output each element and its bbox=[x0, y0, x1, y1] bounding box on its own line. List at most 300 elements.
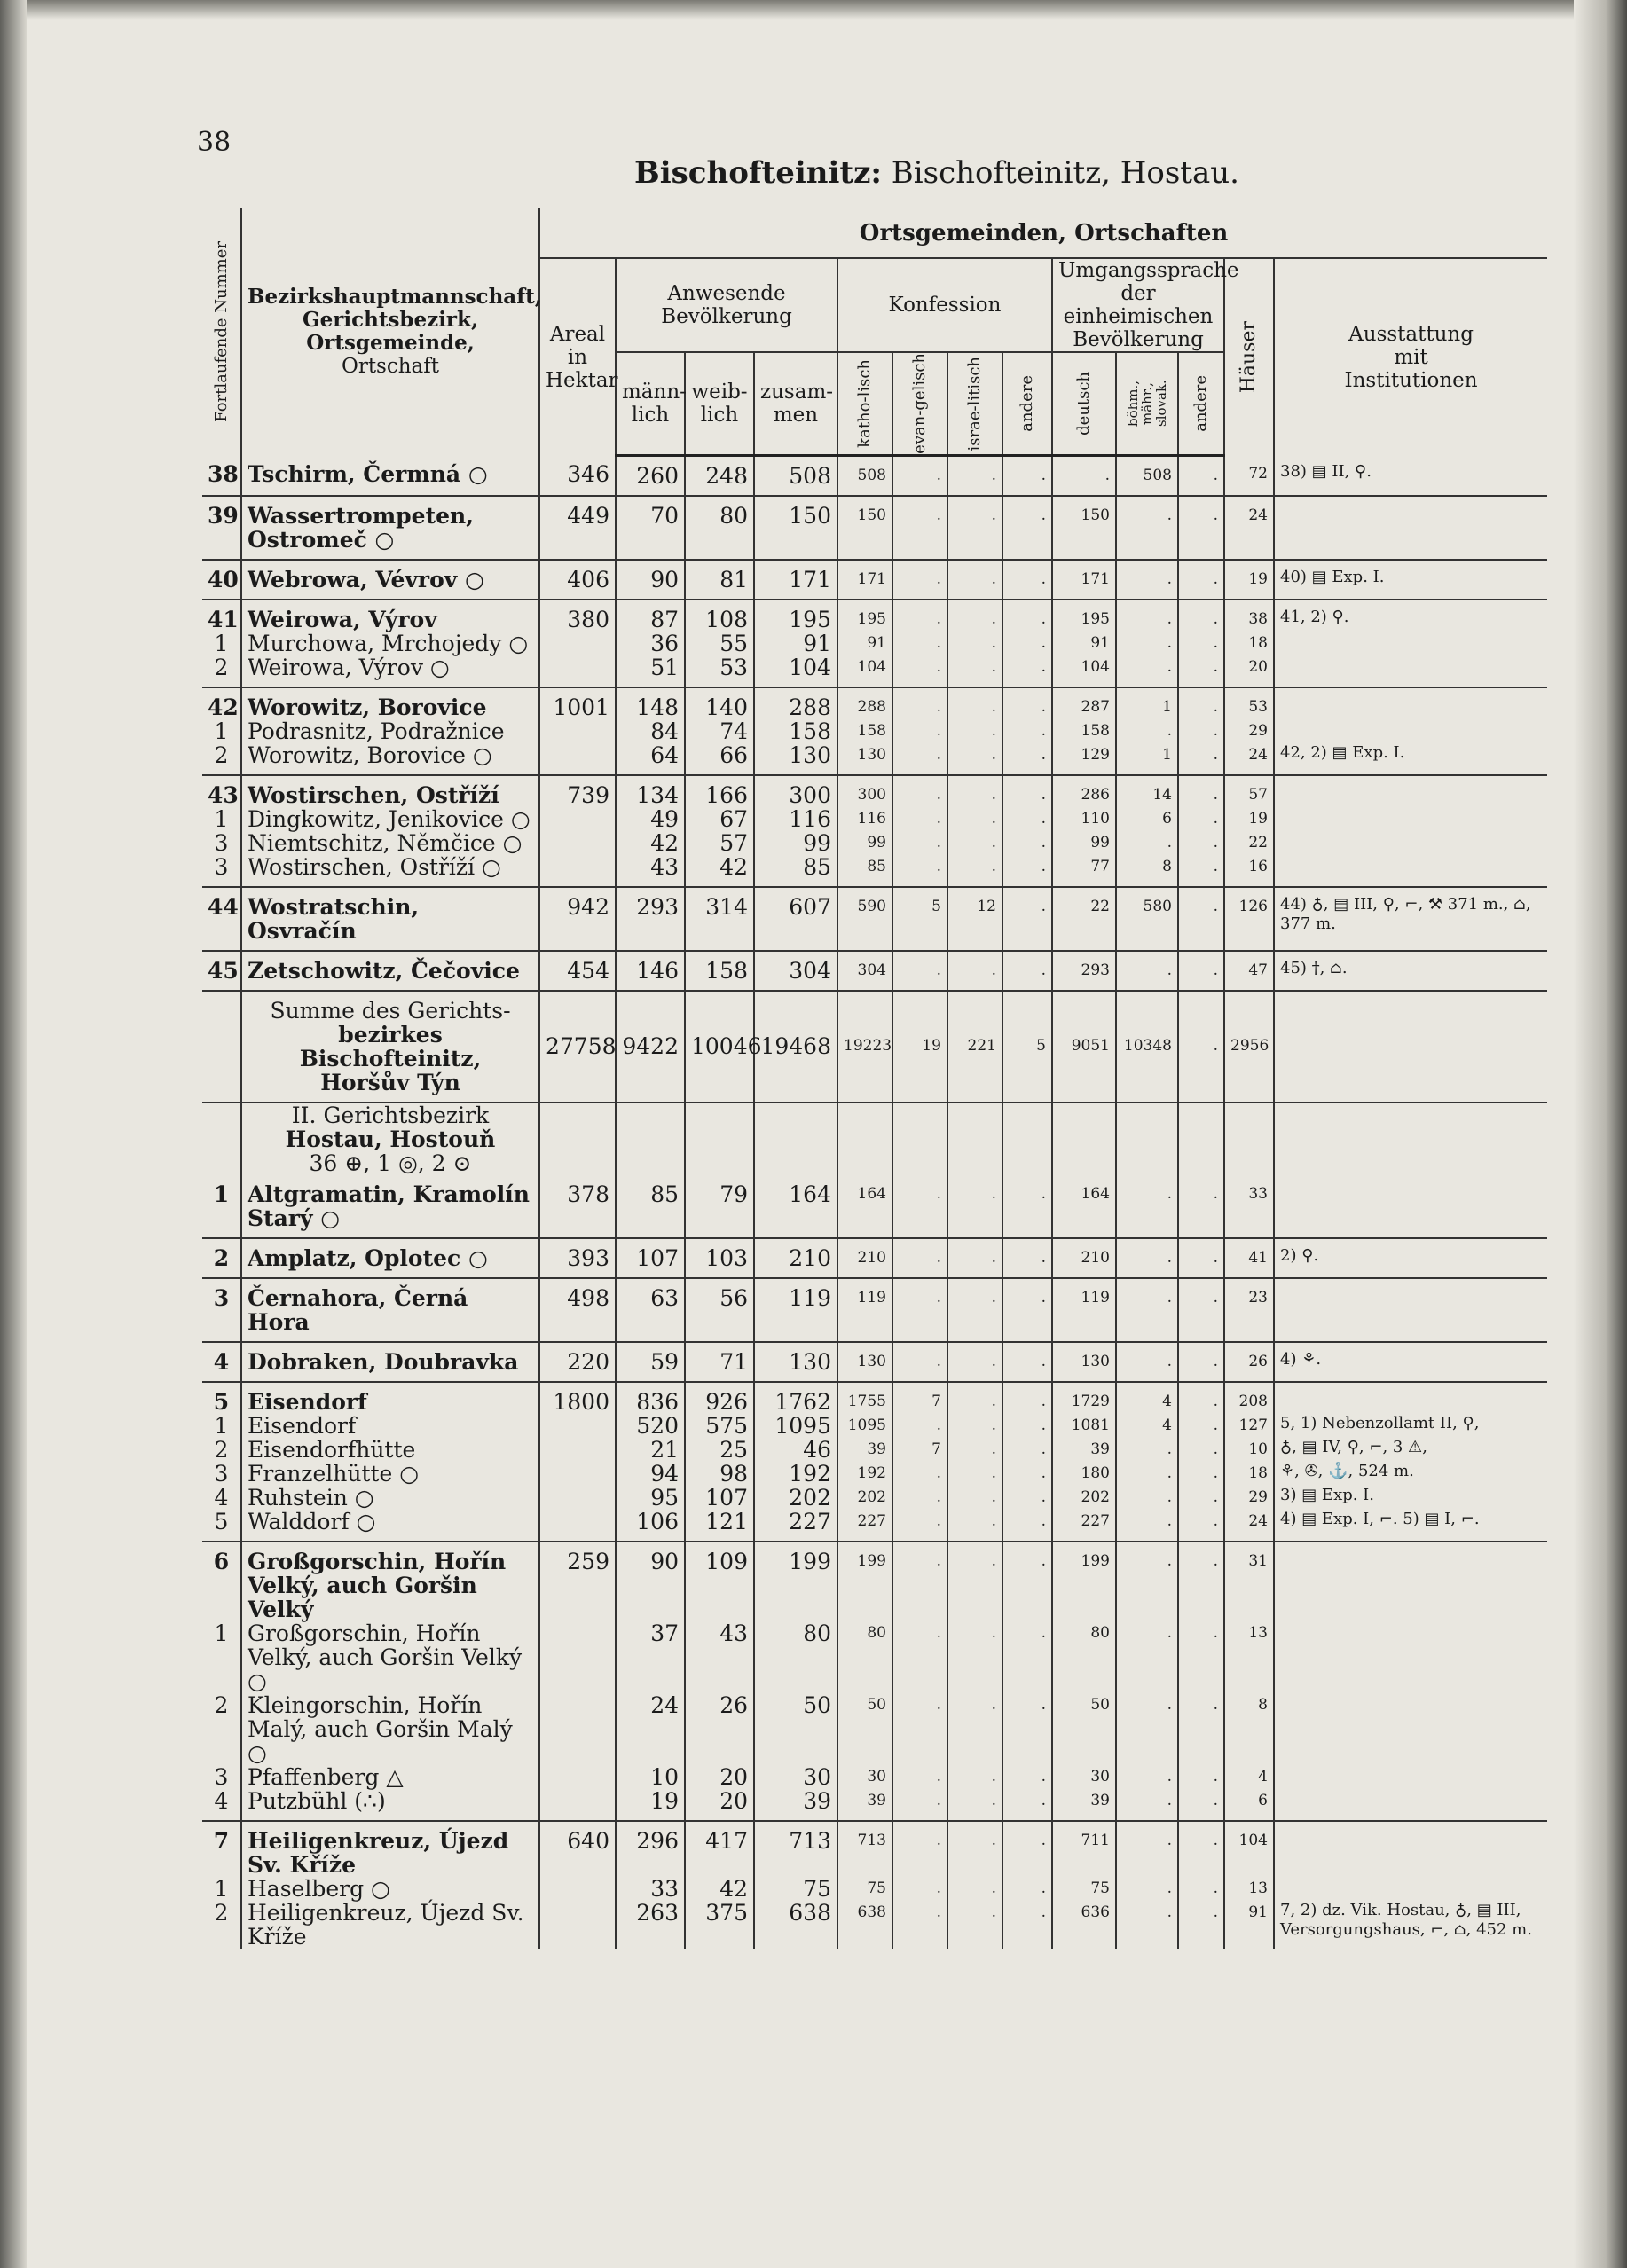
cell-e: . bbox=[892, 1693, 947, 1765]
cell-w: 158 bbox=[685, 951, 754, 991]
cell-nr: 3 bbox=[202, 1462, 241, 1486]
cell-a: . bbox=[1002, 1789, 1052, 1821]
cell-d: 77 bbox=[1052, 855, 1116, 887]
section-empty-9 bbox=[1052, 1103, 1116, 1175]
cell-e: . bbox=[892, 1901, 947, 1949]
cell-i: . bbox=[947, 719, 1002, 743]
section-nr bbox=[202, 1103, 241, 1175]
summe-line-1: Summe des Gerichts- bbox=[270, 997, 511, 1024]
header-konfession: Konfession bbox=[837, 258, 1052, 352]
cell-areal bbox=[539, 743, 616, 775]
header-group-main-label: Ortsgemeinden, Ortschaften bbox=[859, 219, 1229, 247]
cell-k: 119 bbox=[837, 1278, 892, 1342]
cell-nr: 1 bbox=[202, 1877, 241, 1901]
cell-h: 53 bbox=[1224, 687, 1274, 719]
cell-w: 109 bbox=[685, 1542, 754, 1621]
table-row bbox=[202, 719, 1547, 743]
cell-z: 171 bbox=[754, 560, 837, 600]
cell-m: 263 bbox=[616, 1901, 685, 1949]
cell-i: . bbox=[947, 1438, 1002, 1462]
cell-d: 119 bbox=[1052, 1278, 1116, 1342]
cell-o: . bbox=[1178, 1542, 1224, 1621]
cell-nr: 1 bbox=[202, 1621, 241, 1693]
cell-o: . bbox=[1178, 655, 1224, 687]
cell-w: 926 bbox=[685, 1382, 754, 1414]
cell-a: . bbox=[1002, 1438, 1052, 1462]
cell-e: . bbox=[892, 455, 947, 496]
cell-h: 31 bbox=[1224, 1542, 1274, 1621]
cell-name: Heiligenkreuz, Újezd Sv. Kříže bbox=[241, 1821, 539, 1877]
header-andere-konf-label: andere bbox=[1018, 375, 1036, 432]
header-boehm-label: böhm., mähr., slovak. bbox=[1125, 380, 1169, 428]
cell-name: Niemtschitz, Němčice ○ bbox=[241, 831, 539, 855]
cell-d: 130 bbox=[1052, 1342, 1116, 1382]
cell-areal bbox=[539, 1510, 616, 1542]
cell-a: . bbox=[1002, 1621, 1052, 1693]
cell-a: . bbox=[1002, 496, 1052, 560]
header-areal-2: in bbox=[567, 345, 588, 369]
cell-m: 520 bbox=[616, 1414, 685, 1438]
cell-nr: 5 bbox=[202, 1382, 241, 1414]
cell-w: 166 bbox=[685, 775, 754, 807]
cell-k: 39 bbox=[837, 1438, 892, 1462]
cell-b: . bbox=[1116, 951, 1178, 991]
cell-e: . bbox=[892, 831, 947, 855]
cell-d: 22 bbox=[1052, 887, 1116, 951]
table-summe bbox=[202, 991, 1547, 1175]
cell-h: 16 bbox=[1224, 855, 1274, 887]
table-row bbox=[202, 1765, 1547, 1789]
cell-m: 37 bbox=[616, 1621, 685, 1693]
summe-e: 19 bbox=[892, 991, 947, 1103]
cell-h: 26 bbox=[1224, 1342, 1274, 1382]
header-boehm bbox=[1116, 352, 1178, 455]
cell-name: Wostirschen, Ostříží ○ bbox=[241, 855, 539, 887]
cell-inst bbox=[1274, 655, 1547, 687]
cell-k: 80 bbox=[837, 1621, 892, 1693]
cell-z: 158 bbox=[754, 719, 837, 743]
cell-z: 288 bbox=[754, 687, 837, 719]
cell-o: . bbox=[1178, 1621, 1224, 1693]
cell-e: . bbox=[892, 1278, 947, 1342]
cell-o: . bbox=[1178, 1175, 1224, 1238]
cell-areal: 406 bbox=[539, 560, 616, 600]
cell-a: . bbox=[1002, 1238, 1052, 1278]
cell-d: 129 bbox=[1052, 743, 1116, 775]
statistics-table bbox=[202, 208, 1547, 1949]
cell-z: 1095 bbox=[754, 1414, 837, 1438]
cell-h: 29 bbox=[1224, 1486, 1274, 1510]
header-deutsch bbox=[1052, 352, 1116, 455]
cell-nr: 6 bbox=[202, 1542, 241, 1621]
table-row bbox=[202, 1414, 1547, 1438]
cell-name: Eisendorfhütte bbox=[241, 1438, 539, 1462]
cell-w: 67 bbox=[685, 807, 754, 831]
cell-e: . bbox=[892, 775, 947, 807]
cell-h: 33 bbox=[1224, 1175, 1274, 1238]
cell-o: . bbox=[1178, 632, 1224, 655]
cell-o: . bbox=[1178, 1901, 1224, 1949]
cell-h: 18 bbox=[1224, 1462, 1274, 1486]
cell-k: 164 bbox=[837, 1175, 892, 1238]
cell-w: 314 bbox=[685, 887, 754, 951]
cell-h: 126 bbox=[1224, 887, 1274, 951]
cell-inst: 5, 1) Nebenzollamt II, ⚲, bbox=[1280, 1413, 1480, 1432]
cell-e: . bbox=[892, 687, 947, 719]
cell-d: 30 bbox=[1052, 1765, 1116, 1789]
table-row bbox=[202, 1438, 1547, 1462]
cell-e: . bbox=[892, 560, 947, 600]
header-umgangssprache: Umgangssprache der einheimischen Bevölkerung bbox=[1052, 258, 1224, 352]
cell-areal: 454 bbox=[539, 951, 616, 991]
cell-i: . bbox=[947, 1901, 1002, 1949]
summe-i: 221 bbox=[947, 991, 1002, 1103]
cell-i: . bbox=[947, 496, 1002, 560]
table-row bbox=[202, 455, 1547, 496]
cell-o: . bbox=[1178, 1877, 1224, 1901]
page-number: 38 bbox=[197, 127, 232, 158]
cell-o: . bbox=[1178, 1821, 1224, 1877]
section-empty-4 bbox=[754, 1103, 837, 1175]
cell-b: . bbox=[1116, 1278, 1178, 1342]
scan-edge-top bbox=[0, 0, 1627, 20]
cell-name: Kleingorschin, Hořín Malý, auch Goršin Malý ○ bbox=[241, 1693, 539, 1765]
summe-w: 10046 bbox=[685, 991, 754, 1103]
table-row bbox=[202, 1621, 1547, 1693]
cell-name: Walddorf ○ bbox=[241, 1510, 539, 1542]
cell-b: . bbox=[1116, 1486, 1178, 1510]
cell-a: . bbox=[1002, 1175, 1052, 1238]
header-haeuser bbox=[1224, 258, 1274, 455]
cell-w: 55 bbox=[685, 632, 754, 655]
cell-w: 80 bbox=[685, 496, 754, 560]
summe-inst bbox=[1274, 991, 1547, 1103]
cell-inst: 38) ▤ II, ⚲. bbox=[1274, 455, 1547, 496]
cell-m: 63 bbox=[616, 1278, 685, 1342]
cell-i: . bbox=[947, 1278, 1002, 1342]
cell-i: . bbox=[947, 1789, 1002, 1821]
cell-nr: 4 bbox=[202, 1789, 241, 1821]
cell-w: 107 bbox=[685, 1486, 754, 1510]
cell-z: 713 bbox=[754, 1821, 837, 1877]
cell-e: 7 bbox=[892, 1382, 947, 1414]
header-name-line-1: Bezirkshauptmannschaft, bbox=[248, 285, 542, 310]
cell-m: 107 bbox=[616, 1238, 685, 1278]
table-row bbox=[202, 1542, 1547, 1621]
section-empty-2 bbox=[616, 1103, 685, 1175]
cell-nr: 1 bbox=[202, 1175, 241, 1238]
cell-m: 36 bbox=[616, 632, 685, 655]
cell-o: . bbox=[1178, 1789, 1224, 1821]
table-row bbox=[202, 687, 1547, 719]
cell-e: . bbox=[892, 951, 947, 991]
cell-e: . bbox=[892, 1342, 947, 1382]
cell-d: 99 bbox=[1052, 831, 1116, 855]
cell-k: 99 bbox=[837, 831, 892, 855]
cell-b: . bbox=[1116, 1621, 1178, 1693]
cell-name: Weirowa, Výrov ○ bbox=[241, 655, 539, 687]
cell-a: . bbox=[1002, 655, 1052, 687]
cell-b: . bbox=[1116, 1901, 1178, 1949]
cell-a: . bbox=[1002, 1877, 1052, 1901]
cell-o: . bbox=[1178, 560, 1224, 600]
cell-w: 81 bbox=[685, 560, 754, 600]
cell-d: 39 bbox=[1052, 1789, 1116, 1821]
cell-inst bbox=[1274, 775, 1547, 807]
summe-nr bbox=[202, 991, 241, 1103]
cell-inst: 7, 2) dz. Vik. Hostau, ♁, ▤ III, Versorgungshaus, ⌐, ⌂, 452 m. bbox=[1280, 1900, 1532, 1939]
cell-h: 23 bbox=[1224, 1278, 1274, 1342]
cell-areal bbox=[539, 719, 616, 743]
header-areal-3: Hektar bbox=[546, 368, 618, 392]
cell-i: . bbox=[947, 1238, 1002, 1278]
cell-inst bbox=[1274, 1877, 1547, 1901]
cell-areal bbox=[539, 1877, 616, 1901]
cell-h: 127 bbox=[1224, 1414, 1274, 1438]
cell-o: . bbox=[1178, 687, 1224, 719]
cell-name: Amplatz, Oplotec ○ bbox=[241, 1238, 539, 1278]
cell-b: 508 bbox=[1116, 455, 1178, 496]
cell-name: Großgorschin, Hořín Velký, auch Goršin Velký ○ bbox=[241, 1621, 539, 1693]
scan-edge-right bbox=[1574, 0, 1627, 2268]
cell-d: . bbox=[1052, 455, 1116, 496]
header-maennlich: männ-lich bbox=[616, 352, 685, 455]
table-row bbox=[202, 1278, 1547, 1342]
cell-k: 638 bbox=[837, 1901, 892, 1949]
cell-a: . bbox=[1002, 560, 1052, 600]
header-ausstattung-1: Ausstattung bbox=[1348, 322, 1474, 346]
cell-areal: 1001 bbox=[539, 687, 616, 719]
cell-e: . bbox=[892, 1789, 947, 1821]
table-row bbox=[202, 1821, 1547, 1877]
cell-k: 150 bbox=[837, 496, 892, 560]
cell-h: 19 bbox=[1224, 560, 1274, 600]
section-line-1: II. Gerichtsbezirk bbox=[291, 1102, 490, 1128]
cell-h: 104 bbox=[1224, 1821, 1274, 1877]
cell-z: 119 bbox=[754, 1278, 837, 1342]
cell-h: 18 bbox=[1224, 632, 1274, 655]
cell-w: 98 bbox=[685, 1462, 754, 1486]
cell-o: . bbox=[1178, 855, 1224, 887]
table-row bbox=[202, 1789, 1547, 1821]
cell-o: . bbox=[1178, 455, 1224, 496]
cell-b: . bbox=[1116, 719, 1178, 743]
header-nr-label: Fortlaufende Nummer bbox=[211, 241, 231, 423]
cell-z: 210 bbox=[754, 1238, 837, 1278]
cell-a: . bbox=[1002, 807, 1052, 831]
cell-h: 20 bbox=[1224, 655, 1274, 687]
header-andere-spr-label: andere bbox=[1191, 375, 1210, 432]
cell-areal bbox=[539, 1414, 616, 1438]
cell-e: . bbox=[892, 1175, 947, 1238]
table-row bbox=[202, 807, 1547, 831]
cell-i: . bbox=[947, 775, 1002, 807]
cell-d: 110 bbox=[1052, 807, 1116, 831]
cell-h: 24 bbox=[1224, 743, 1274, 775]
header-ausstattung-2: mit bbox=[1394, 345, 1428, 369]
cell-name: Webrowa, Vévrov ○ bbox=[241, 560, 539, 600]
header-kath-label: katho-lisch bbox=[855, 359, 874, 448]
table-row bbox=[202, 1901, 1547, 1949]
table-row bbox=[202, 1486, 1547, 1510]
summe-b: 10348 bbox=[1116, 991, 1178, 1103]
cell-z: 227 bbox=[754, 1510, 837, 1542]
cell-m: 90 bbox=[616, 1542, 685, 1621]
cell-i: . bbox=[947, 1462, 1002, 1486]
cell-inst bbox=[1274, 1821, 1547, 1877]
cell-b: 4 bbox=[1116, 1382, 1178, 1414]
cell-d: 199 bbox=[1052, 1542, 1116, 1621]
table-row bbox=[202, 1382, 1547, 1414]
cell-d: 39 bbox=[1052, 1438, 1116, 1462]
cell-a: . bbox=[1002, 1901, 1052, 1949]
cell-z: 30 bbox=[754, 1765, 837, 1789]
cell-z: 80 bbox=[754, 1621, 837, 1693]
cell-z: 304 bbox=[754, 951, 837, 991]
cell-nr: 1 bbox=[202, 719, 241, 743]
cell-areal bbox=[539, 632, 616, 655]
cell-e: . bbox=[892, 1542, 947, 1621]
cell-z: 50 bbox=[754, 1693, 837, 1765]
cell-a: . bbox=[1002, 1542, 1052, 1621]
cell-m: 296 bbox=[616, 1821, 685, 1877]
cell-i: . bbox=[947, 632, 1002, 655]
header-name-line-4: Ortschaft bbox=[341, 355, 440, 379]
cell-m: 293 bbox=[616, 887, 685, 951]
cell-areal: 220 bbox=[539, 1342, 616, 1382]
cell-e: . bbox=[892, 743, 947, 775]
cell-o: . bbox=[1178, 1278, 1224, 1342]
cell-k: 75 bbox=[837, 1877, 892, 1901]
cell-a: . bbox=[1002, 951, 1052, 991]
cell-m: 106 bbox=[616, 1510, 685, 1542]
cell-nr: 5 bbox=[202, 1510, 241, 1542]
section-empty-8 bbox=[1002, 1103, 1052, 1175]
cell-areal bbox=[539, 831, 616, 855]
cell-w: 140 bbox=[685, 687, 754, 719]
cell-o: . bbox=[1178, 1414, 1224, 1438]
cell-nr: 39 bbox=[202, 496, 241, 560]
cell-inst: 40) ▤ Exp. I. bbox=[1274, 560, 1547, 600]
section-line-3: 36 ⊕, 1 ◎, 2 ⊙ bbox=[309, 1150, 472, 1176]
cell-i: . bbox=[947, 455, 1002, 496]
table-row bbox=[202, 887, 1547, 951]
cell-areal bbox=[539, 655, 616, 687]
cell-inst: 41, 2) ⚲. bbox=[1280, 607, 1349, 626]
cell-b: . bbox=[1116, 632, 1178, 655]
cell-i: . bbox=[947, 1621, 1002, 1693]
cell-areal bbox=[539, 807, 616, 831]
cell-b: . bbox=[1116, 831, 1178, 855]
cell-k: 195 bbox=[837, 600, 892, 632]
cell-d: 75 bbox=[1052, 1877, 1116, 1901]
cell-h: 4 bbox=[1224, 1765, 1274, 1789]
cell-b: 4 bbox=[1116, 1414, 1178, 1438]
cell-areal bbox=[539, 1789, 616, 1821]
cell-areal bbox=[539, 1901, 616, 1949]
table-body-2 bbox=[202, 1175, 1547, 1949]
cell-h: 24 bbox=[1224, 1510, 1274, 1542]
cell-inst bbox=[1274, 807, 1547, 831]
cell-k: 39 bbox=[837, 1789, 892, 1821]
cell-e: . bbox=[892, 719, 947, 743]
table-row bbox=[202, 831, 1547, 855]
cell-name: Dingkowitz, Jenikovice ○ bbox=[241, 807, 539, 831]
cell-k: 104 bbox=[837, 655, 892, 687]
cell-d: 287 bbox=[1052, 687, 1116, 719]
cell-name: Heiligenkreuz, Újezd Sv. Kříže bbox=[241, 1901, 539, 1949]
cell-z: 85 bbox=[754, 855, 837, 887]
cell-nr: 3 bbox=[202, 831, 241, 855]
cell-o: . bbox=[1178, 1510, 1224, 1542]
cell-w: 57 bbox=[685, 831, 754, 855]
cell-inst bbox=[1274, 632, 1547, 655]
cell-k: 227 bbox=[837, 1510, 892, 1542]
cell-k: 116 bbox=[837, 807, 892, 831]
cell-nr: 40 bbox=[202, 560, 241, 600]
page-title bbox=[634, 155, 1239, 191]
header-areal-1: Areal bbox=[549, 322, 606, 346]
cell-a: . bbox=[1002, 1342, 1052, 1382]
cell-k: 1755 bbox=[837, 1382, 892, 1414]
cell-b: 1 bbox=[1116, 687, 1178, 719]
cell-m: 33 bbox=[616, 1877, 685, 1901]
cell-name: Dobraken, Doubravka bbox=[241, 1342, 539, 1382]
section-empty-1 bbox=[539, 1103, 616, 1175]
cell-d: 202 bbox=[1052, 1486, 1116, 1510]
cell-b: 6 bbox=[1116, 807, 1178, 831]
table-row bbox=[202, 1462, 1547, 1486]
cell-a: . bbox=[1002, 719, 1052, 743]
cell-h: 8 bbox=[1224, 1693, 1274, 1765]
cell-inst bbox=[1274, 1693, 1547, 1765]
cell-nr: 1 bbox=[202, 1414, 241, 1438]
summe-z: 19468 bbox=[754, 991, 837, 1103]
cell-e: 5 bbox=[892, 887, 947, 951]
cell-w: 42 bbox=[685, 1877, 754, 1901]
summe-a: 5 bbox=[1002, 991, 1052, 1103]
cell-name: Wassertrompeten, Ostromeč ○ bbox=[241, 496, 539, 560]
cell-m: 84 bbox=[616, 719, 685, 743]
cell-nr: 2 bbox=[202, 1438, 241, 1462]
cell-b: . bbox=[1116, 1238, 1178, 1278]
cell-m: 94 bbox=[616, 1462, 685, 1486]
cell-o: . bbox=[1178, 719, 1224, 743]
cell-b: . bbox=[1116, 1789, 1178, 1821]
cell-d: 150 bbox=[1052, 496, 1116, 560]
cell-i: . bbox=[947, 1510, 1002, 1542]
cell-nr: 4 bbox=[202, 1486, 241, 1510]
cell-d: 286 bbox=[1052, 775, 1116, 807]
cell-i: . bbox=[947, 1414, 1002, 1438]
cell-areal: 498 bbox=[539, 1278, 616, 1342]
cell-a: . bbox=[1002, 1278, 1052, 1342]
table-row bbox=[202, 1175, 1547, 1238]
cell-w: 248 bbox=[685, 455, 754, 496]
cell-b: . bbox=[1116, 1175, 1178, 1238]
header-haeuser-label: Häuser bbox=[1238, 321, 1260, 394]
cell-inst bbox=[1274, 1175, 1547, 1238]
summe-k: 19223 bbox=[837, 991, 892, 1103]
cell-name: Altgramatin, Kramolín Starý ○ bbox=[241, 1175, 539, 1238]
cell-h: 19 bbox=[1224, 807, 1274, 831]
cell-m: 42 bbox=[616, 831, 685, 855]
cell-m: 64 bbox=[616, 743, 685, 775]
cell-k: 130 bbox=[837, 743, 892, 775]
table-row bbox=[202, 632, 1547, 655]
cell-name: Haselberg ○ bbox=[241, 1877, 539, 1901]
cell-z: 150 bbox=[754, 496, 837, 560]
